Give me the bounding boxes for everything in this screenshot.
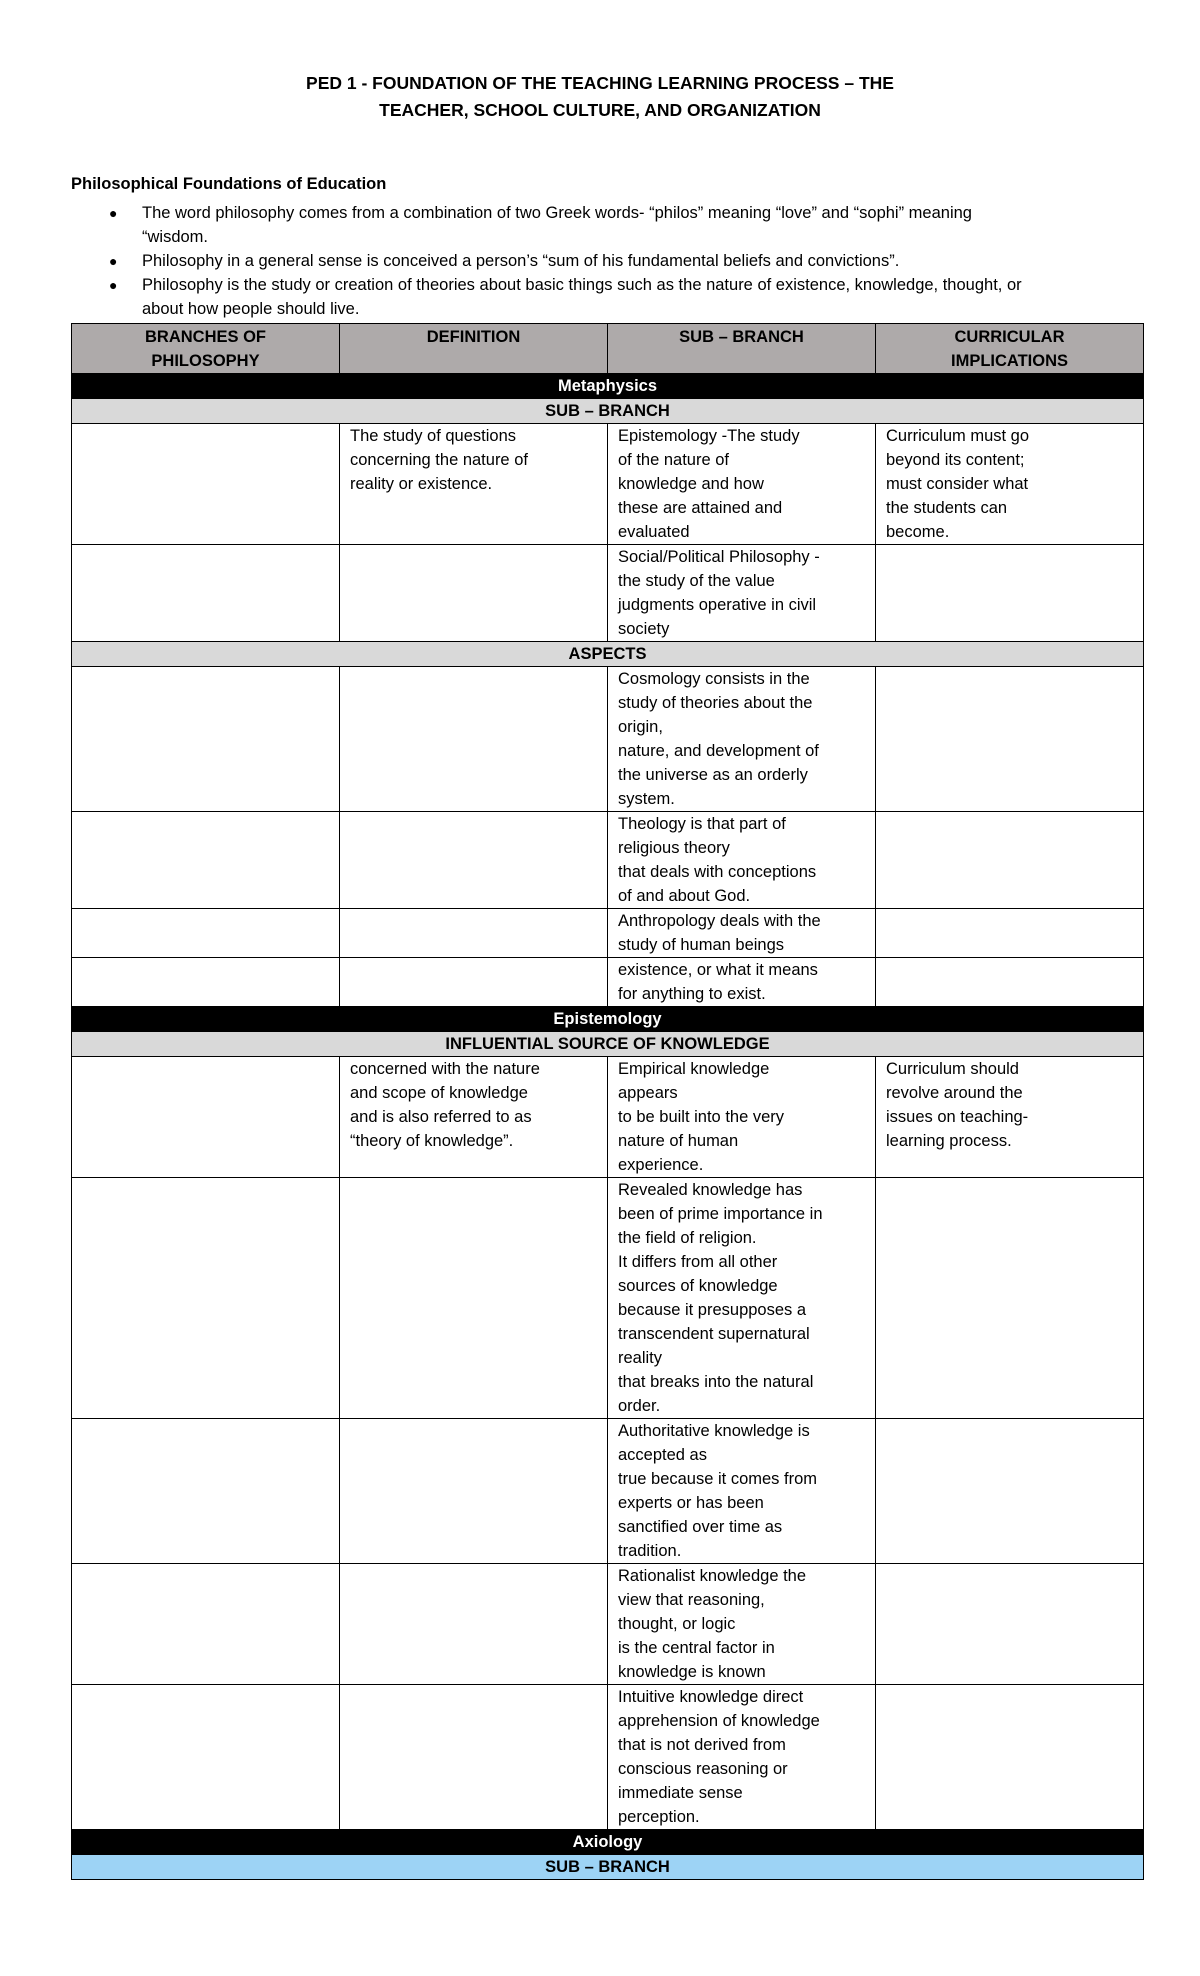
text-line: study of theories about the: [618, 694, 813, 712]
sub-branch-cell: [608, 1419, 876, 1564]
text-line: that breaks into the natural: [618, 1373, 814, 1391]
implication-cell: [876, 424, 1144, 545]
implication-cell: [876, 545, 1144, 642]
text-line: and scope of knowledge: [350, 1084, 528, 1102]
text-line: religious theory: [618, 839, 730, 857]
sub-branch-cell: [608, 1564, 876, 1685]
text-line: existence, or what it means: [618, 961, 818, 979]
bullet-dot-icon: ●: [109, 277, 118, 293]
text-line: Rationalist knowledge the: [618, 1567, 807, 1585]
text-line: Epistemology -The study: [618, 427, 800, 445]
definition-cell: [340, 958, 608, 1007]
table-row: [72, 1419, 1144, 1564]
text-line: Philosophy in a general sense is conceived a person’s “sum of his fundamental beliefs and convictions”.: [142, 252, 900, 270]
band-label: SUB – BRANCH: [72, 399, 1144, 424]
text-line: Revealed knowledge has: [618, 1181, 803, 1199]
implication-cell: [876, 667, 1144, 812]
implication-cell: [876, 812, 1144, 909]
sub-branch-cell: [608, 1685, 876, 1830]
text-line: that deals with conceptions: [618, 863, 817, 881]
definition-cell: [340, 1564, 608, 1685]
text-line: tradition.: [618, 1542, 682, 1560]
sub-branch-cell: [608, 1057, 876, 1178]
text-line: DEFINITION: [426, 328, 521, 346]
text-line: appears: [618, 1084, 678, 1102]
text-line: is the central factor in: [618, 1639, 775, 1657]
branch-band: [72, 1007, 1144, 1032]
text-line: study of human beings: [618, 936, 785, 954]
sub-branch-cell: [608, 545, 876, 642]
definition-cell: [340, 1057, 608, 1178]
header-definition: [340, 324, 608, 374]
text-line: order.: [618, 1397, 661, 1415]
intro-bullet: [71, 201, 1141, 249]
text-line: to be built into the very: [618, 1108, 785, 1126]
text-line: Theology is that part of: [618, 815, 786, 833]
text-line: revolve around the: [886, 1084, 1023, 1102]
definition-cell: [340, 545, 608, 642]
text-line: experts or has been: [618, 1494, 764, 1512]
sub-branch-cell: [608, 1178, 876, 1419]
text-line: IMPLICATIONS: [950, 352, 1069, 370]
implication-cell: [876, 1057, 1144, 1178]
band-label: ASPECTS: [72, 642, 1144, 667]
text-line: nature, and development of: [618, 742, 819, 760]
text-line: learning process.: [886, 1132, 1012, 1150]
definition-cell: [340, 1419, 608, 1564]
table-body: [72, 374, 1144, 1880]
text-line: thought, or logic: [618, 1615, 736, 1633]
text-line: Anthropology deals with the: [618, 912, 821, 930]
text-line: been of prime importance in: [618, 1205, 823, 1223]
text-line: Intuitive knowledge direct: [618, 1688, 804, 1706]
band-label: SUB – BRANCH: [72, 1855, 1144, 1880]
text-line: Authoritative knowledge is: [618, 1422, 810, 1440]
definition-cell: [340, 424, 608, 545]
text-line: Philosophy is the study or creation of theories about basic things such as the nature of existence, knowledge, thought, or: [142, 276, 1022, 294]
text-line: the field of religion.: [618, 1229, 757, 1247]
text-line: the universe as an orderly: [618, 766, 808, 784]
section-band: [72, 399, 1144, 424]
branch-cell: [72, 1564, 340, 1685]
bullet-dot-icon: ●: [109, 253, 118, 269]
table-row: [72, 1564, 1144, 1685]
text-line: “theory of knowledge”.: [350, 1132, 514, 1150]
table-row: [72, 1057, 1144, 1178]
text-line: The word philosophy comes from a combination of two Greek words- “philos” meaning “love” and “sophi” meaning: [142, 204, 972, 222]
implication-cell: [876, 909, 1144, 958]
text-line: Empirical knowledge: [618, 1060, 770, 1078]
branch-cell: [72, 1685, 340, 1830]
text-line: The study of questions: [350, 427, 517, 445]
implication-cell: [876, 1178, 1144, 1419]
text-line: immediate sense: [618, 1784, 743, 1802]
text-line: experience.: [618, 1156, 704, 1174]
text-line: view that reasoning,: [618, 1591, 765, 1609]
branch-band: [72, 1830, 1144, 1855]
intro-bullet: [71, 273, 1141, 321]
text-line: Cosmology consists in the: [618, 670, 810, 688]
text-line: society: [618, 620, 670, 638]
text-line: because it presupposes a: [618, 1301, 807, 1319]
branch-band: [72, 374, 1144, 399]
text-line: sources of knowledge: [618, 1277, 778, 1295]
text-line: must consider what: [886, 475, 1029, 493]
text-line: “wisdom.: [142, 228, 209, 246]
text-line: sanctified over time as: [618, 1518, 783, 1536]
text-line: reality: [618, 1349, 663, 1367]
text-line: for anything to exist.: [618, 985, 766, 1003]
text-line: concerned with the nature: [350, 1060, 540, 1078]
table-row: [72, 958, 1144, 1007]
text-line: system.: [618, 790, 675, 808]
header-sub-branch: [608, 324, 876, 374]
branch-cell: [72, 812, 340, 909]
band-label: INFLUENTIAL SOURCE OF KNOWLEDGE: [72, 1032, 1144, 1057]
intro-bullet-list: [71, 201, 1141, 321]
definition-cell: [340, 1685, 608, 1830]
header-curricular-implications: [876, 324, 1144, 374]
implication-cell: [876, 1685, 1144, 1830]
text-line: Social/Political Philosophy -: [618, 548, 820, 566]
sub-branch-cell: [608, 909, 876, 958]
text-line: about how people should live.: [142, 300, 360, 318]
table-row: [72, 1178, 1144, 1419]
table-header-row: [72, 324, 1144, 374]
branch-cell: [72, 958, 340, 1007]
implication-cell: [876, 958, 1144, 1007]
sub-branch-cell: [608, 958, 876, 1007]
sub-branch-cell: [608, 812, 876, 909]
text-line: of and about God.: [618, 887, 751, 905]
text-line: that is not derived from: [618, 1736, 786, 1754]
sub-branch-cell: [608, 424, 876, 545]
text-line: It differs from all other: [618, 1253, 778, 1271]
table-row: [72, 812, 1144, 909]
branch-cell: [72, 424, 340, 545]
philosophy-table: [71, 323, 1144, 1880]
text-line: Curriculum must go: [886, 427, 1030, 445]
text-line: CURRICULAR: [954, 328, 1065, 346]
text-line: transcendent supernatural: [618, 1325, 810, 1343]
text-line: PHILOSOPHY: [151, 352, 260, 370]
text-line: reality or existence.: [350, 475, 493, 493]
definition-cell: [340, 909, 608, 958]
bullet-dot-icon: ●: [109, 205, 118, 221]
text-line: beyond its content;: [886, 451, 1025, 469]
text-line: SUB – BRANCH: [679, 328, 804, 346]
definition-cell: [340, 1178, 608, 1419]
text-line: Curriculum should: [886, 1060, 1019, 1078]
header-branches: [72, 324, 340, 374]
table-row: [72, 545, 1144, 642]
text-line: of the nature of: [618, 451, 729, 469]
implication-cell: [876, 1419, 1144, 1564]
table-row: [72, 667, 1144, 812]
text-line: concerning the nature of: [350, 451, 528, 469]
text-line: issues on teaching-: [886, 1108, 1029, 1126]
section-heading: Philosophical Foundations of Education: [71, 175, 387, 193]
branch-cell: [72, 1178, 340, 1419]
band-label: Epistemology: [72, 1007, 1144, 1032]
text-line: these are attained and: [618, 499, 783, 517]
branch-cell: [72, 667, 340, 812]
intro-bullet: [71, 249, 1141, 273]
sub-branch-cell: [608, 667, 876, 812]
branch-cell: [72, 545, 340, 642]
text-line: become.: [886, 523, 950, 541]
text-line: BRANCHES OF: [144, 328, 266, 346]
text-line: accepted as: [618, 1446, 707, 1464]
definition-cell: [340, 812, 608, 909]
text-line: nature of human: [618, 1132, 739, 1150]
section-band: [72, 1855, 1144, 1880]
text-line: and is also referred to as: [350, 1108, 532, 1126]
text-line: knowledge and how: [618, 475, 764, 493]
text-line: the students can: [886, 499, 1008, 517]
band-label: Axiology: [72, 1830, 1144, 1855]
text-line: true because it comes from: [618, 1470, 817, 1488]
band-label: Metaphysics: [72, 374, 1144, 399]
text-line: judgments operative in civil: [618, 596, 817, 614]
text-line: the study of the value: [618, 572, 775, 590]
text-line: apprehension of knowledge: [618, 1712, 820, 1730]
definition-cell: [340, 667, 608, 812]
text-line: knowledge is known: [618, 1663, 766, 1681]
text-line: origin,: [618, 718, 663, 736]
branch-cell: [72, 1057, 340, 1178]
table-row: [72, 909, 1144, 958]
section-band: [72, 642, 1144, 667]
title-line-2: TEACHER, SCHOOL CULTURE, AND ORGANIZATION: [379, 100, 821, 120]
text-line: conscious reasoning or: [618, 1760, 788, 1778]
table-row: [72, 424, 1144, 545]
implication-cell: [876, 1564, 1144, 1685]
title-line-1: PED 1 - FOUNDATION OF THE TEACHING LEARNING PROCESS – THE: [306, 73, 894, 93]
branch-cell: [72, 909, 340, 958]
text-line: perception.: [618, 1808, 700, 1826]
table-row: [72, 1685, 1144, 1830]
branch-cell: [72, 1419, 340, 1564]
section-band: [72, 1032, 1144, 1057]
text-line: evaluated: [618, 523, 690, 541]
document-title: [0, 70, 1200, 124]
